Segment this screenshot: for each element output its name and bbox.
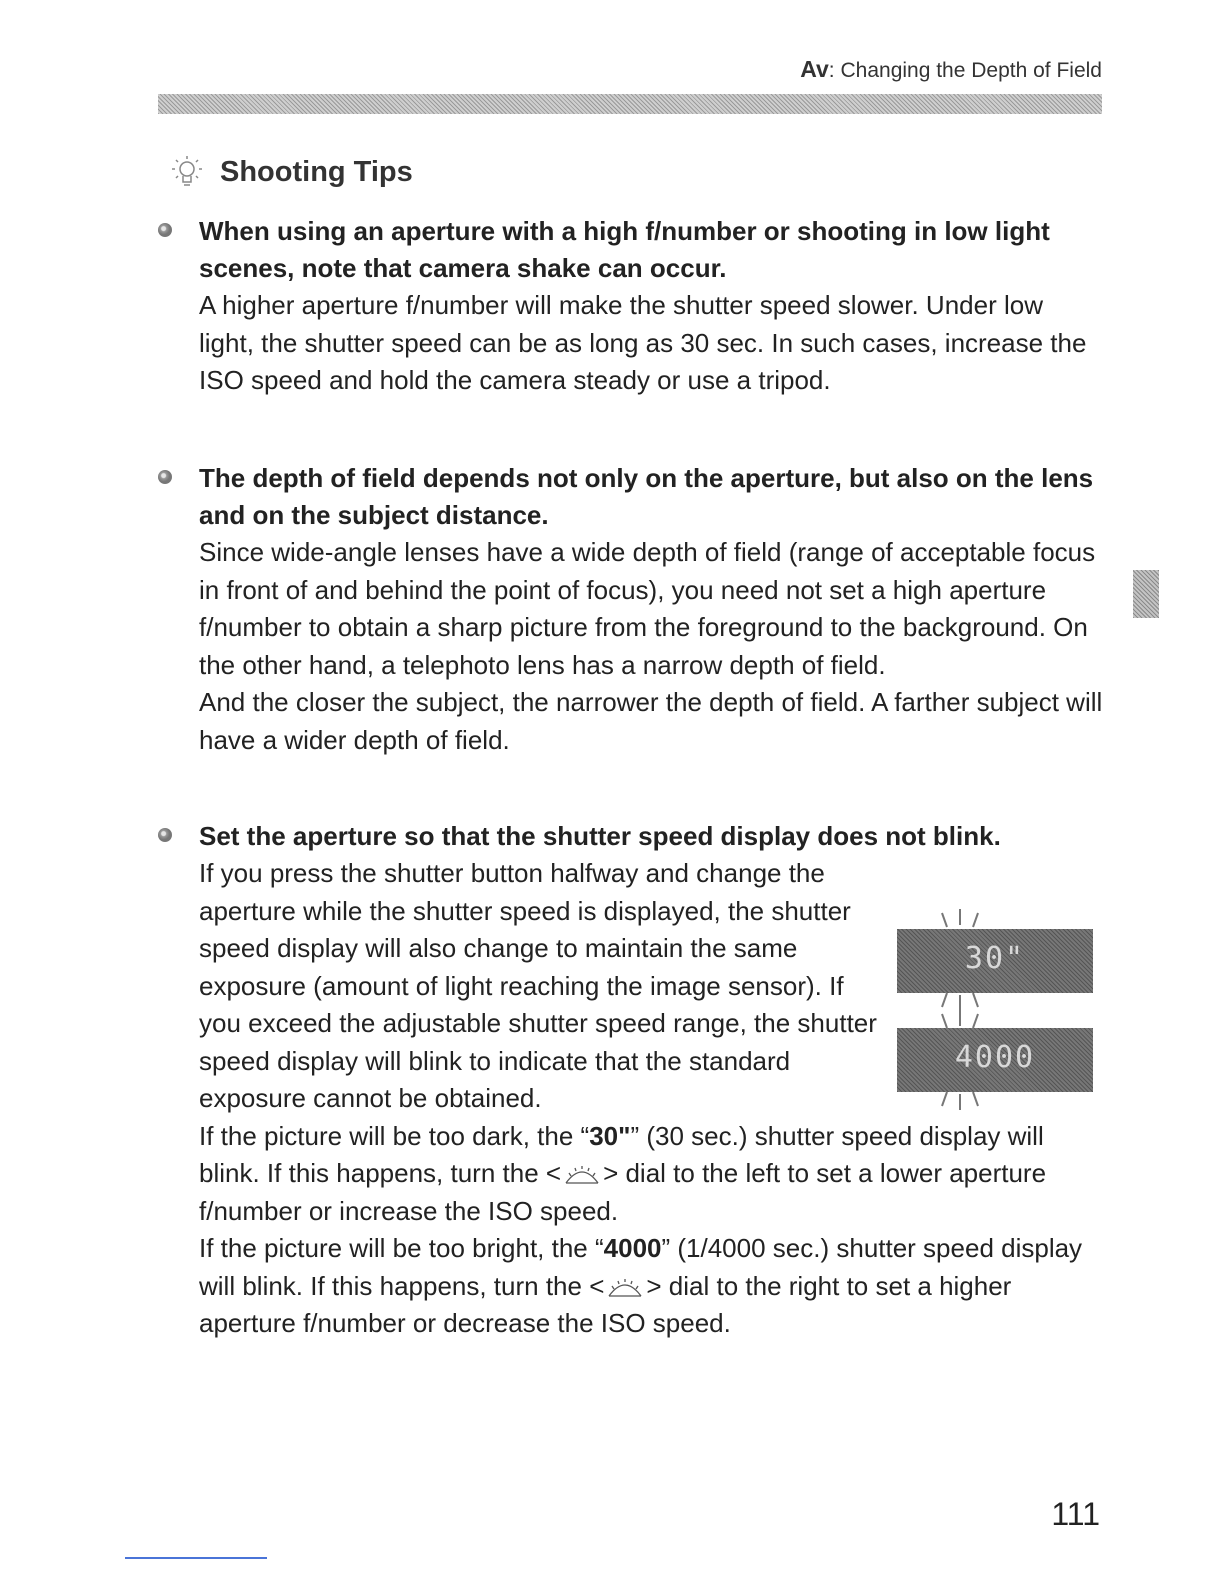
tip-title: When using an aperture with a high f/number or shooting in low light scenes, note that camera shake can occur. — [199, 216, 1050, 283]
tip-title: Set the aperture so that the shutter speed display does not blink. — [199, 821, 1001, 851]
tip-body — [199, 287, 1103, 400]
chapter-tab — [1133, 570, 1159, 618]
tip-paragraph: If you press the shutter button halfway and change the aperture while the shutter speed is displayed, the shutter speed display will also change to maintain the same exposure (amount of light reaching the image sensor). If you exceed the adjustable shutter speed range, the shutter speed display will blink to indicate that the standard exposure cannot be obtained. — [199, 858, 877, 1113]
page-header — [800, 56, 1102, 83]
shutter-value-dark: 30" — [589, 1120, 631, 1151]
lcd-display-dark — [897, 929, 1093, 993]
tip-paragraph: Since wide-angle lenses have a wide depth of field (range of acceptable focus in front of and behind the point of focus), you need not set a high aperture f/number to obtain a sharp picture from the foreground to the background. On the other hand, a telephoto lens has a narrow depth of field. — [199, 537, 1096, 680]
footer-line — [125, 1557, 267, 1559]
tip-paragraph: If the picture will be too bright, the “4000” (1/4000 sec.) shutter speed display will blink. If this happens, turn the < > dial to the right to set a higher aperture f/number or decrease the ISO speed. — [199, 1233, 1083, 1338]
shutter-value-bright: 4000 — [603, 1233, 662, 1263]
tip-item — [158, 460, 1103, 759]
tip-title: The depth of field depends not only on the aperture, but also on the lens and on the subject distance. — [199, 463, 1094, 530]
header-title: Changing the Depth of Field — [840, 59, 1102, 82]
section-title: Shooting Tips — [220, 155, 413, 188]
bullet-icon — [158, 828, 172, 842]
main-dial-icon — [562, 1163, 602, 1187]
lcd-display-bright — [897, 1028, 1093, 1092]
lightbulb-icon — [162, 154, 212, 190]
bullet-icon — [158, 470, 172, 484]
header-separator: : — [828, 59, 835, 82]
page-number: 111 — [1051, 1496, 1100, 1532]
section-heading — [162, 154, 413, 190]
tip-body — [199, 534, 1103, 759]
tip-paragraph: A higher aperture f/number will make the shutter speed slower. Under low light, the shutter speed can be as long as 30 sec. In such cases, increase the ISO speed and hold the camera steady or use a tripod. — [199, 290, 1087, 395]
tip-item — [158, 213, 1103, 400]
lcd-display-value: 4000 — [954, 1040, 1036, 1075]
bullet-icon — [158, 223, 172, 237]
lcd-display-value: 30" — [964, 941, 1026, 976]
header-bar — [158, 94, 1102, 114]
shooting-mode-label: Av — [800, 56, 829, 82]
tip-paragraph: And the closer the subject, the narrower the depth of field. A farther subject will have a wider depth of field. — [199, 687, 1103, 755]
main-dial-icon — [605, 1276, 645, 1300]
tip-paragraph: If the picture will be too dark, the “30"” (30 sec.) shutter speed display will blink. If this happens, turn the < > dial to the left to set a lower aperture f/number or increase the ISO speed. — [199, 1120, 1047, 1226]
